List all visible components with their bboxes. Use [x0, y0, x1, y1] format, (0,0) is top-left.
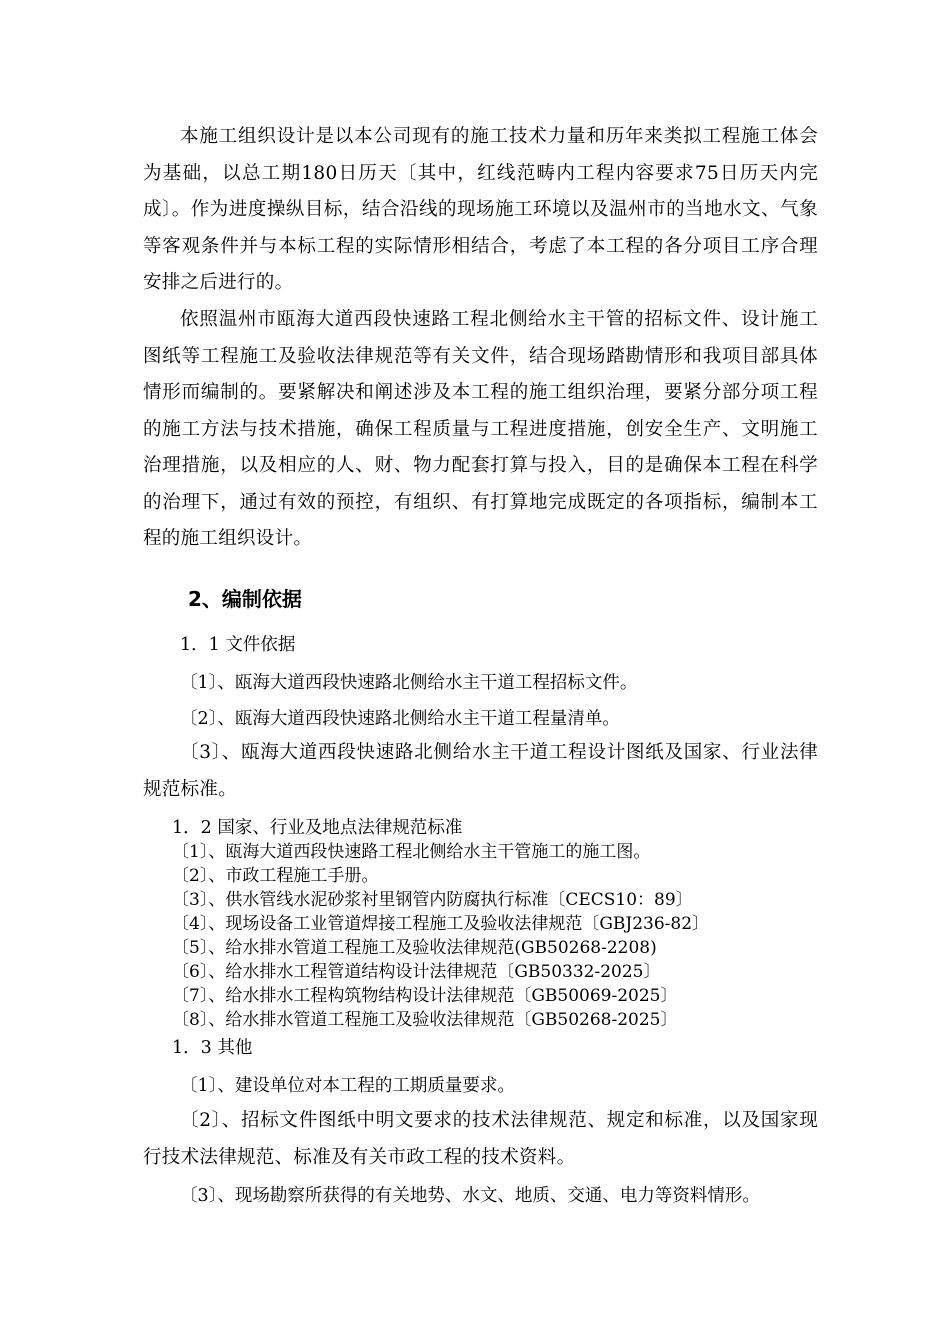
list-item: 〔2〕、市政工程施工手册。 — [172, 866, 379, 886]
list-item: 〔1〕、瓯海大道西段快速路北侧给水主干道工程招标文件。 — [180, 673, 638, 693]
list-item: 〔7〕、给水排水工程构筑物结构设计法律规范〔GB50069-2025〕 — [172, 986, 678, 1006]
list-item: 〔4〕、现场设备工业管道焊接工程施工及验收法律规范〔GBJ236-82〕 — [172, 914, 710, 934]
list-item: 〔1〕、瓯海大道西段快速路工程北侧给水主干管施工的施工图。 — [172, 842, 651, 862]
subsection-title-1-1: 1．1 文件依据 — [180, 635, 296, 655]
list-item: 〔8〕、给水排水管道工程施工及验收法律规范〔GB50268-2025〕 — [172, 1010, 678, 1030]
list-item: 〔6〕、给水排水工程管道结构设计法律规范〔GB50332-2025〕 — [172, 962, 661, 982]
list-item: 〔5〕、给水排水管道工程施工及验收法律规范(GB50268-2208) — [172, 938, 657, 958]
intro-paragraph-1: 本施工组织设计是以本公司现有的施工技术力量和历年来类拟工程施工体会为基础，以总工期180日历天〔其中，红线范畴内工程内容要求75日历天内完成〕。作为进度操纵目标，结合沿线的现场施工环境以及温州市的当地水文、气象等客观条件并与本标工程的实际情形相结合，考虑了本工程的各分项目工序合理安排之后进行的。 — [143, 126, 818, 293]
list-item: 〔3〕、瓯海大道西段快速路北侧给水主干道工程设计图纸及国家、行业法律规范标准。 — [143, 742, 818, 800]
list-item: 〔3〕、现场勘察所获得的有关地势、水文、地质、交通、电力等资料情形。 — [180, 1186, 760, 1206]
subsection-title-1-2: 1．2 国家、行业及地点法律规范标准 — [172, 818, 463, 838]
list-item: 〔1〕、建设单位对本工程的工期质量要求。 — [180, 1076, 515, 1096]
list-item: 〔2〕、瓯海大道西段快速路北侧给水主干道工程量清单。 — [180, 709, 620, 729]
list-item: 〔3〕、供水管线水泥砂浆衬里钢管内防腐执行标准〔CECS10：89〕 — [172, 890, 693, 910]
list-item: 〔2〕、招标文件图纸中明文要求的技术法律规范、规定和标准，以及国家现行技术法律规范、标准及有关市政工程的技术资料。 — [143, 1110, 818, 1168]
section-heading: 2、编制依据 — [188, 587, 302, 611]
intro-paragraph-2: 依照温州市瓯海大道西段快速路工程北侧给水主干管的招标文件、设计施工图纸等工程施工及验收法律规范等有关文件，结合现场踏勘情形和我项目部具体情形而编制的。要紧解决和阐述涉及本工程的施工组织治理，要紧分部分项工程的施工方法与技术措施，确保工程质量与工程进度措施，创安全生产、文明施工治理措施，以及相应的人、财、物力配套打算与投入，目的是确保本工程在科学的治理下，通过有效的预控，有组织、有打算地完成既定的各项指标，编制本工程的施工组织设计。 — [143, 309, 818, 549]
subsection-title-1-3: 1．3 其他 — [172, 1038, 253, 1058]
